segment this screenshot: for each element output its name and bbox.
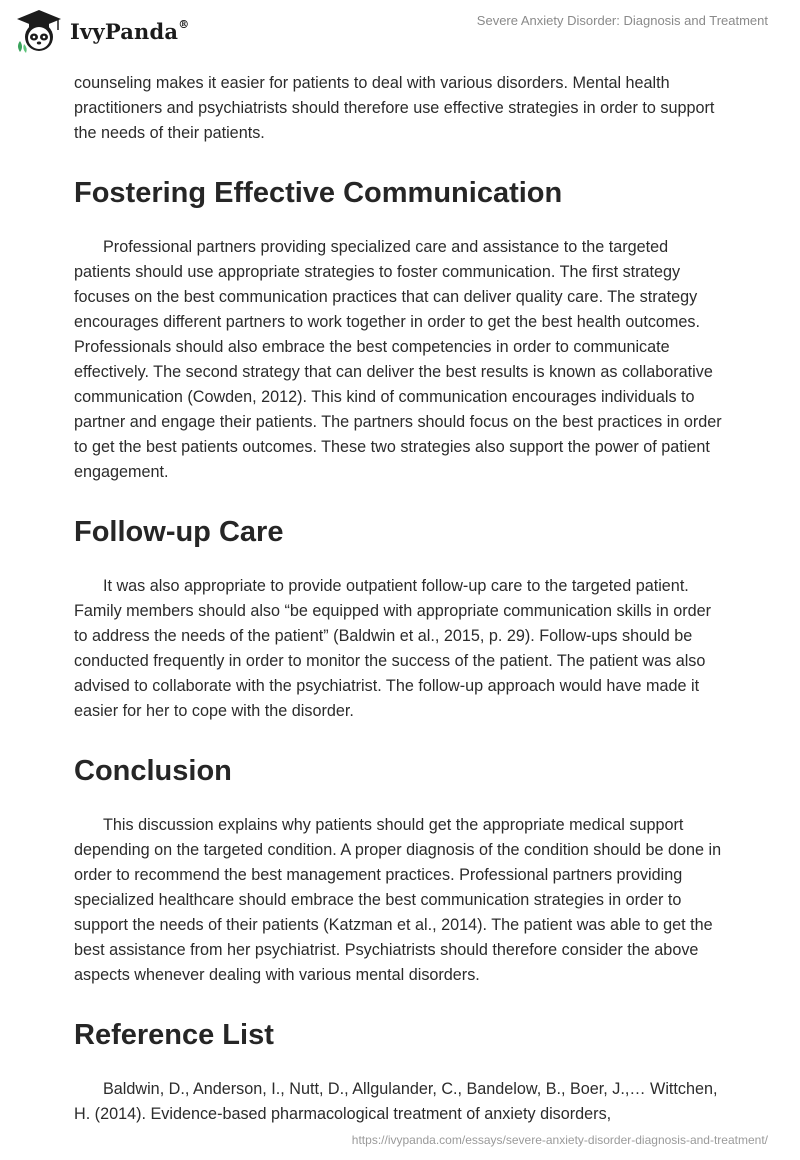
- brand-logo[interactable]: [14, 8, 189, 54]
- section-heading-conclusion: Conclusion: [74, 755, 232, 787]
- intro-paragraph: counseling makes it easier for patients to deal with various disorders. Mental health practitioners and psychiatrists should therefore use effective strategies in order to support the needs of their patients.: [74, 74, 715, 142]
- essay-content: [74, 71, 724, 1127]
- running-title: Severe Anxiety Disorder: Diagnosis and Treatment: [476, 13, 768, 28]
- section-heading-references: Reference List: [74, 1019, 274, 1051]
- footer-url-link[interactable]: https://ivypanda.com/essays/severe-anxiety-disorder-diagnosis-and-treatment/: [351, 1133, 768, 1147]
- panda-logo-icon: [14, 8, 64, 54]
- page-header: [0, 0, 800, 70]
- section-paragraph-conclusion: This discussion explains why patients should get the appropriate medical support depending on the targeted condition. A proper diagnosis of the condition should be done in order to recommend the best management practices. Professional partners providing specialized healthcare should embrace the best communication strategies in order to support the needs of their patients (Katzman et al., 2014). The patient was able to get the best assistance from her psychiatrist. Psychiatrists should therefore consider the above aspects whenever dealing with various mental disorders.: [74, 816, 722, 984]
- reference-entry: Baldwin, D., Anderson, I., Nutt, D., Allgulander, C., Bandelow, B., Boer, J.,… Wittchen, H. (2014). Evidence-based pharmacological treatment of anxiety disorders,: [74, 1080, 718, 1123]
- section-heading-follow-up: Follow-up Care: [74, 516, 284, 548]
- section-paragraph-follow-up: It was also appropriate to provide outpatient follow-up care to the targeted patient. Family members should also “be equipped with appropriate communication skills in order to address the needs of the patient” (Baldwin et al., 2015, p. 29). Follow-ups should be conducted frequently in order to monitor the success of the patient. The patient was also advised to collaborate with the psychiatrist. The follow-up approach would have made it easier for her to cope with the disorder.: [74, 577, 712, 720]
- section-heading-communication: Fostering Effective Communication: [74, 177, 563, 209]
- brand-name: IvyPanda®: [70, 17, 190, 44]
- section-paragraph-communication: Professional partners providing specialized care and assistance to the targeted patients should use appropriate strategies to foster communication. The first strategy focuses on the best communication practices that can deliver quality care. The strategy encourages different partners to work together in order to get the best health outcomes. Professionals should also embrace the best competencies in order to communicate effectively. The second strategy that can deliver the best results is known as collaborative communication (Cowden, 2012). This kind of communication encourages individuals to partner and engage their patients. The partners should focus on the best practices in order to get the best patients outcomes. These two strategies also support the power of patient engagement.: [74, 238, 722, 481]
